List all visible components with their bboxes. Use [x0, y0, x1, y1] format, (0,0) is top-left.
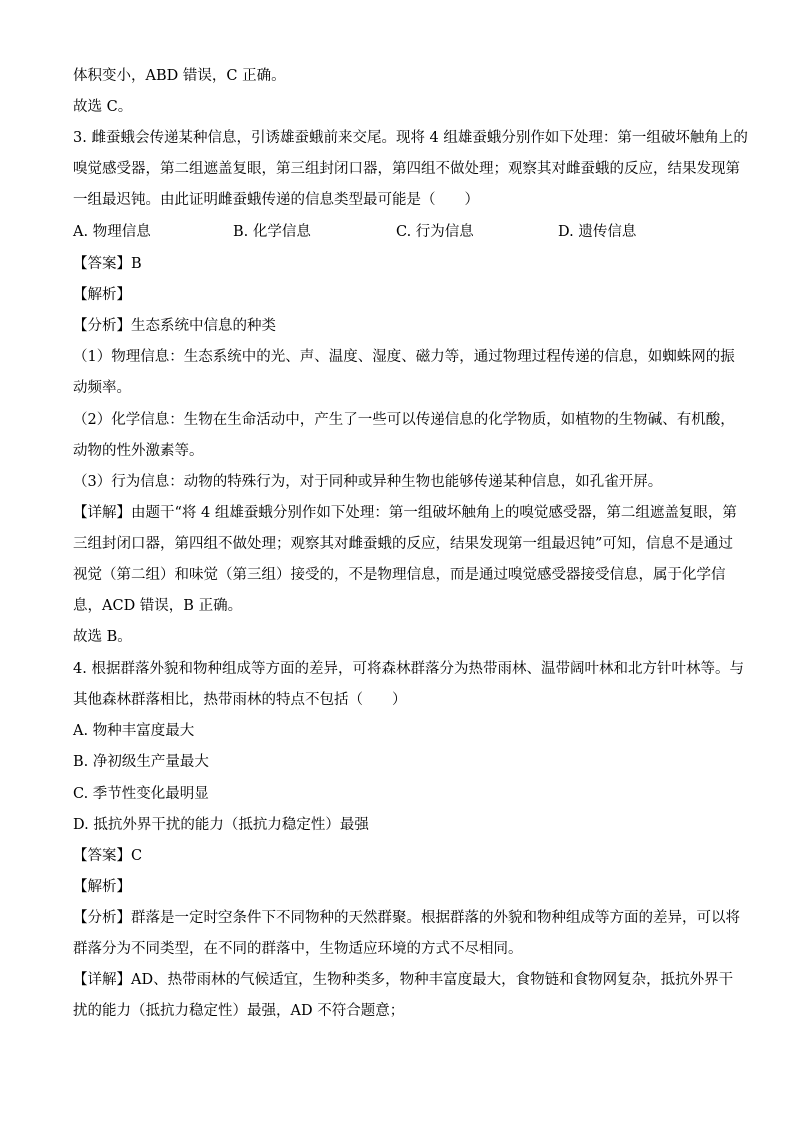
q4-analysis-line: 【分析】群落是一定时空条件下不同物种的天然群聚。根据群落的外貌和物种组成等方面的差异，可以将 — [73, 910, 740, 926]
question-3-stem: 一组最迟钝。由此证明雌蚕蛾传递的信息类型最可能是（ ） — [73, 192, 479, 208]
question-3-stem: 嗅觉感受器，第二组遮盖复眼，第三组封闭口器，第四组不做处理；观察其对雌蚕蛾的反应，结果发现第 — [73, 161, 740, 177]
q3-analysis-line: 三组封闭口器，第四组不做处理；观察其对雌蚕蛾的反应，结果发现第一组最迟钝”可知，信息不是通过 — [73, 536, 733, 552]
q3-option-c: C. 行为信息 — [396, 224, 474, 240]
question-4-stem: 其他森林群落相比，热带雨林的特点不包括（ ） — [73, 692, 407, 708]
q3-analysis-line: 动物的性外激素等。 — [73, 443, 204, 459]
q4-option-d: D. 抵抗外界干扰的能力（抵抗力稳定性）最强 — [73, 817, 369, 833]
q3-analysis-line: 视觉（第二组）和味觉（第三组）接受的，不是物理信息，而是通过嗅觉感受器接受信息，属于化学信 — [73, 567, 726, 583]
q3-option-a: A. 物理信息 — [73, 224, 151, 240]
text-line: 体积变小，ABD 错误，C 正确。 — [73, 68, 286, 84]
question-3-stem: 3. 雌蚕蛾会传递某种信息，引诱雄蚕蛾前来交尾。现将 4 组雄蚕蛾分别作如下处理：第一组破坏触角上的 — [73, 130, 748, 146]
q3-analysis-line: （3）行为信息：动物的特殊行为，对于同种或异种生物也能够传递某种信息，如孔雀开屏。 — [73, 474, 663, 490]
question-4-stem: 4. 根据群落外貌和物种组成等方面的差异，可将森林群落分为热带雨林、温带阔叶林和北方针叶林等。与 — [73, 661, 744, 677]
q4-analysis-line: 【详解】AD、热带雨林的气候适宜，生物种类多，物种丰富度最大，食物链和食物网复杂，抵抗外界干 — [73, 972, 734, 988]
q4-analysis-line: 扰的能力（抵抗力稳定性）最强，AD 不符合题意； — [73, 1003, 405, 1019]
q3-analysis-line: （2）化学信息：生物在生命活动中，产生了一些可以传递信息的化学物质，如植物的生物碱、有机酸， — [73, 412, 735, 428]
q4-analysis-heading: 【解析】 — [73, 879, 131, 895]
q4-option-c: C. 季节性变化最明显 — [73, 786, 209, 802]
q3-analysis-line: 【分析】生态系统中信息的种类 — [73, 318, 276, 334]
q3-analysis-heading: 【解析】 — [73, 287, 131, 303]
q3-analysis-line: 息，ACD 错误，B 正确。 — [73, 598, 243, 614]
q3-answer: 【答案】B — [73, 256, 142, 272]
q4-answer: 【答案】C — [73, 848, 143, 864]
q3-analysis-line: （1）物理信息：生态系统中的光、声、温度、湿度、磁力等，通过物理过程传递的信息，如蜘蛛网的振 — [73, 349, 735, 365]
q3-analysis-line: 动频率。 — [73, 380, 131, 396]
q4-option-b: B. 净初级生产量最大 — [73, 754, 209, 770]
q4-option-a: A. 物种丰富度最大 — [73, 723, 195, 739]
q3-option-b: B. 化学信息 — [233, 224, 311, 240]
q3-option-d: D. 遗传信息 — [558, 224, 637, 240]
q4-analysis-line: 群落分为不同类型，在不同的群落中，生物适应环境的方式不尽相同。 — [73, 941, 523, 957]
text-line: 故选 C。 — [73, 99, 133, 115]
q3-analysis-line: 【详解】由题干“将 4 组雄蚕蛾分别作如下处理：第一组破坏触角上的嗅觉感受器，第二组遮盖复眼，第 — [73, 505, 737, 521]
q3-analysis-line: 故选 B。 — [73, 629, 132, 645]
